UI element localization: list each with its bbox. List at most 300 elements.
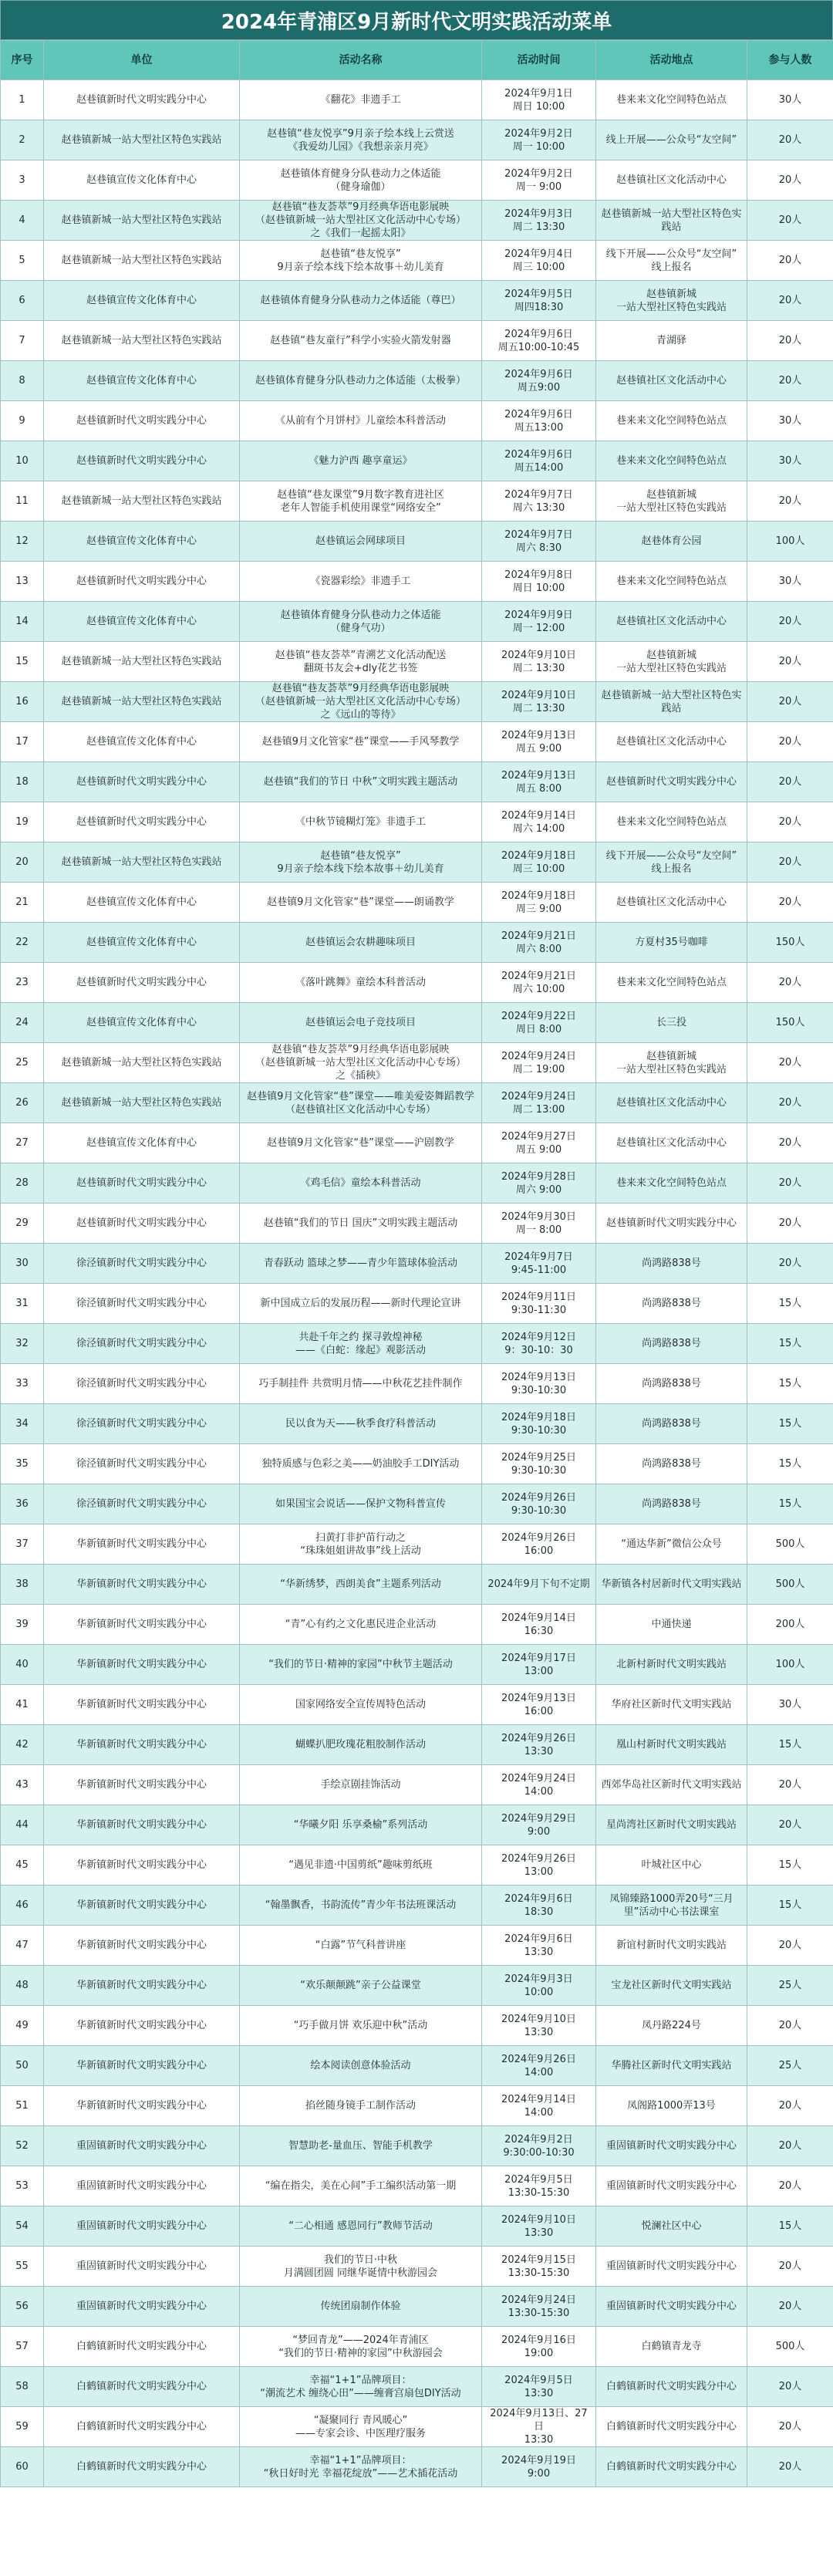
cell-activity-name: 赵巷镇运会电子竞技项目	[240, 1003, 482, 1043]
cell-participants: 30人	[747, 401, 833, 441]
cell-activity-location: 西郊华岛社区新时代文明实践站	[596, 1765, 747, 1805]
cell-unit: 华新镇新时代文明实践分中心	[44, 1565, 240, 1605]
cell-activity-time: 2024年9月14日 14:00	[482, 2086, 596, 2126]
cell-activity-name: 传统团扇制作体验	[240, 2287, 482, 2327]
cell-activity-name: 蝴蝶扒肥玫瑰花粗胶制作活动	[240, 1725, 482, 1765]
cell-activity-time: 2024年9月2日 周一 9:00	[482, 160, 596, 201]
cell-activity-location: 青湖驿	[596, 321, 747, 361]
cell-unit: 赵巷镇宣传文化体育中心	[44, 522, 240, 562]
cell-activity-location: 赵巷镇新城 一站大型社区特色实践站	[596, 1043, 747, 1083]
cell-activity-time: 2024年9月26日 13:30	[482, 1725, 596, 1765]
table-row	[1, 1003, 833, 1043]
cell-participants: 20人	[747, 1926, 833, 1966]
cell-index: 46	[1, 1886, 44, 1926]
cell-activity-time: 2024年9月28日 周六 9:00	[482, 1163, 596, 1204]
cell-index: 8	[1, 361, 44, 401]
cell-activity-time: 2024年9月13日 周五 8:00	[482, 762, 596, 802]
cell-activity-name: 《中秋节镜糊灯笼》非遗手工	[240, 802, 482, 842]
cell-participants: 20人	[747, 963, 833, 1003]
cell-index: 25	[1, 1043, 44, 1083]
cell-participants: 20人	[747, 1083, 833, 1123]
cell-index: 16	[1, 682, 44, 722]
header-index: 序号	[1, 41, 44, 80]
cell-activity-location: 赵巷镇社区文化活动中心	[596, 602, 747, 642]
table-row	[1, 2327, 833, 2367]
cell-participants: 15人	[747, 1484, 833, 1524]
cell-index: 35	[1, 1444, 44, 1484]
table-row	[1, 1244, 833, 1284]
cell-activity-time: 2024年9月4日 周三 10:00	[482, 241, 596, 281]
cell-participants: 15人	[747, 2206, 833, 2247]
cell-participants: 20人	[747, 2407, 833, 2447]
cell-index: 56	[1, 2287, 44, 2327]
table-row	[1, 2447, 833, 2487]
cell-activity-location: 线上开展——公众号“友空间”	[596, 120, 747, 160]
cell-unit: 赵巷镇新时代文明实践分中心	[44, 562, 240, 602]
cell-index: 5	[1, 241, 44, 281]
cell-participants: 20人	[747, 2287, 833, 2327]
cell-index: 12	[1, 522, 44, 562]
cell-participants: 20人	[747, 321, 833, 361]
cell-unit: 赵巷镇宣传文化体育中心	[44, 281, 240, 321]
cell-activity-time: 2024年9月11日 9:30-11:30	[482, 1284, 596, 1324]
cell-activity-time: 2024年9月12日 9：30-10：30	[482, 1324, 596, 1364]
cell-activity-name: 《瓷器彩绘》非遗手工	[240, 562, 482, 602]
cell-activity-time: 2024年9月18日 周三 9:00	[482, 883, 596, 923]
cell-activity-time: 2024年9月26日 13:00	[482, 1845, 596, 1886]
cell-participants: 20人	[747, 722, 833, 762]
cell-unit: 赵巷镇宣传文化体育中心	[44, 923, 240, 963]
header-activity-location: 活动地点	[596, 41, 747, 80]
table-row	[1, 682, 833, 722]
cell-activity-name: “二心相通 感恩同行”教师节活动	[240, 2206, 482, 2247]
cell-unit: 赵巷镇新时代文明实践分中心	[44, 1204, 240, 1244]
cell-participants: 500人	[747, 2327, 833, 2367]
cell-activity-name: “青”心有约之文化惠民进企业活动	[240, 1605, 482, 1645]
cell-activity-time: 2024年9月19日 9:00	[482, 2447, 596, 2487]
cell-activity-location: 巷来来文化空间特色站点	[596, 562, 747, 602]
cell-index: 7	[1, 321, 44, 361]
cell-participants: 20人	[747, 241, 833, 281]
cell-unit: 华新镇新时代文明实践分中心	[44, 1524, 240, 1565]
cell-participants: 20人	[747, 2447, 833, 2487]
cell-unit: 赵巷镇新城一站大型社区特色实践站	[44, 241, 240, 281]
table-row	[1, 762, 833, 802]
cell-index: 2	[1, 120, 44, 160]
cell-activity-name: 赵巷镇“巷友童行”科学小实验火箭发射器	[240, 321, 482, 361]
header-activity-time: 活动时间	[482, 41, 596, 80]
cell-activity-location: 悦澜社区中心	[596, 2206, 747, 2247]
cell-activity-name: 赵巷镇“巷友荟萃”青溯艺文化活动配送 翻斑书友会+dly花艺书签	[240, 642, 482, 682]
table-row	[1, 481, 833, 522]
table-row	[1, 2126, 833, 2166]
cell-unit: 赵巷镇宣传文化体育中心	[44, 722, 240, 762]
cell-participants: 20人	[747, 883, 833, 923]
cell-activity-time: 2024年9月27日 周五 9:00	[482, 1123, 596, 1163]
cell-activity-time: 2024年9月7日 周六 8:30	[482, 522, 596, 562]
table-row	[1, 1966, 833, 2006]
cell-unit: 赵巷镇新城一站大型社区特色实践站	[44, 842, 240, 883]
cell-unit: 赵巷镇新城一站大型社区特色实践站	[44, 682, 240, 722]
table-row	[1, 1163, 833, 1204]
cell-activity-name: 赵巷镇体育健身分队巷动力之体适能 （健身瑜伽）	[240, 160, 482, 201]
table-row	[1, 2407, 833, 2447]
cell-unit: 赵巷镇新城一站大型社区特色实践站	[44, 1043, 240, 1083]
cell-activity-time: 2024年9月6日 周五13:00	[482, 401, 596, 441]
cell-index: 47	[1, 1926, 44, 1966]
cell-activity-time: 2024年9月6日 周五14:00	[482, 441, 596, 481]
cell-activity-time: 2024年9月6日 周五10:00-10:45	[482, 321, 596, 361]
cell-activity-time: 2024年9月3日 10:00	[482, 1966, 596, 2006]
cell-activity-time: 2024年9月26日 16:00	[482, 1524, 596, 1565]
cell-activity-time: 2024年9月5日 13:30-15:30	[482, 2166, 596, 2206]
cell-unit: 赵巷镇新时代文明实践分中心	[44, 963, 240, 1003]
cell-activity-location: 线下开展——公众号“友空间” 线上报名	[596, 842, 747, 883]
cell-activity-location: 叶城社区中心	[596, 1845, 747, 1886]
cell-activity-location: 巷来来文化空间特色站点	[596, 802, 747, 842]
cell-index: 48	[1, 1966, 44, 2006]
table-row	[1, 722, 833, 762]
table-row	[1, 1805, 833, 1845]
cell-unit: 重固镇新时代文明实践分中心	[44, 2126, 240, 2166]
table-row	[1, 1645, 833, 1685]
table-row	[1, 2247, 833, 2287]
cell-index: 22	[1, 923, 44, 963]
cell-activity-location: 凤锦臻路1000弄20号“三月里”活动中心书法课室	[596, 1886, 747, 1926]
table-row	[1, 441, 833, 481]
cell-index: 54	[1, 2206, 44, 2247]
table-row	[1, 842, 833, 883]
table-row	[1, 281, 833, 321]
cell-unit: 华新镇新时代文明实践分中心	[44, 1886, 240, 1926]
table-row	[1, 1324, 833, 1364]
cell-participants: 20人	[747, 1163, 833, 1204]
table-row	[1, 1605, 833, 1645]
cell-participants: 20人	[747, 2086, 833, 2126]
table-row	[1, 923, 833, 963]
table-row	[1, 1565, 833, 1605]
table-row	[1, 2287, 833, 2327]
cell-activity-location: 赵巷镇社区文化活动中心	[596, 1083, 747, 1123]
cell-activity-location: 北新村新时代文明实践站	[596, 1645, 747, 1685]
cell-participants: 25人	[747, 2046, 833, 2086]
cell-unit: 徐泾镇新时代文明实践分中心	[44, 1284, 240, 1324]
table-header-row	[1, 41, 833, 80]
cell-index: 55	[1, 2247, 44, 2287]
cell-unit: 华新镇新时代文明实践分中心	[44, 1725, 240, 1765]
cell-unit: 徐泾镇新时代文明实践分中心	[44, 1484, 240, 1524]
cell-activity-name: “欢乐颠颠跳”亲子公益课堂	[240, 1966, 482, 2006]
cell-participants: 200人	[747, 1605, 833, 1645]
cell-index: 59	[1, 2407, 44, 2447]
table-row	[1, 963, 833, 1003]
cell-activity-name: “凝聚同行 青风暖心” ——专家会诊、中医理疗服务	[240, 2407, 482, 2447]
cell-activity-location: 重固镇新时代文明实践分中心	[596, 2287, 747, 2327]
cell-activity-name: 赵巷镇体育健身分队巷动力之体适能（尊巴）	[240, 281, 482, 321]
cell-activity-name: 赵巷镇“巷友荟萃”9月经典华语电影展映 （赵巷镇新城一站大型社区文化活动中心专场） 之《我们一起摇太阳》	[240, 201, 482, 241]
cell-index: 53	[1, 2166, 44, 2206]
cell-index: 1	[1, 80, 44, 120]
table-row	[1, 1204, 833, 1244]
cell-activity-name: 智慧助老-量血压、智能手机教学	[240, 2126, 482, 2166]
cell-activity-name: 青春跃动 篮球之梦——青少年篮球体验活动	[240, 1244, 482, 1284]
cell-participants: 20人	[747, 2247, 833, 2287]
table-row	[1, 361, 833, 401]
cell-activity-name: “编在指尖，美在心间”手工编织活动第一期	[240, 2166, 482, 2206]
cell-activity-location: 赵巷镇新时代文明实践分中心	[596, 1204, 747, 1244]
cell-activity-time: 2024年9月10日 周二 13:30	[482, 642, 596, 682]
table-row	[1, 2166, 833, 2206]
cell-activity-location: 白鹤镇青龙寺	[596, 2327, 747, 2367]
cell-index: 45	[1, 1845, 44, 1886]
table-row	[1, 1725, 833, 1765]
cell-participants: 20人	[747, 1043, 833, 1083]
cell-participants: 20人	[747, 1204, 833, 1244]
cell-unit: 华新镇新时代文明实践分中心	[44, 1645, 240, 1685]
cell-activity-location: 白鹤镇新时代文明实践分中心	[596, 2367, 747, 2407]
cell-activity-time: 2024年9月10日 13:30	[482, 2206, 596, 2247]
cell-participants: 150人	[747, 923, 833, 963]
cell-activity-location: 尚鸿路838号	[596, 1244, 747, 1284]
cell-participants: 15人	[747, 1845, 833, 1886]
cell-activity-time: 2024年9月14日 周六 14:00	[482, 802, 596, 842]
cell-index: 50	[1, 2046, 44, 2086]
table-row	[1, 602, 833, 642]
cell-activity-name: 国家网络安全宣传周特色活动	[240, 1685, 482, 1725]
cell-index: 28	[1, 1163, 44, 1204]
cell-index: 6	[1, 281, 44, 321]
cell-activity-location: 宝龙社区新时代文明实践站	[596, 1966, 747, 2006]
activity-table	[0, 40, 833, 2487]
cell-participants: 20人	[747, 201, 833, 241]
cell-index: 23	[1, 963, 44, 1003]
cell-activity-time: 2024年9月15日 13:30-15:30	[482, 2247, 596, 2287]
cell-participants: 30人	[747, 1685, 833, 1725]
cell-activity-time: 2024年9月13日 16:00	[482, 1685, 596, 1725]
cell-unit: 赵巷镇新时代文明实践分中心	[44, 802, 240, 842]
cell-participants: 20人	[747, 2126, 833, 2166]
cell-activity-location: 线下开展——公众号“友空间” 线上报名	[596, 241, 747, 281]
cell-participants: 15人	[747, 1324, 833, 1364]
header-unit: 单位	[44, 41, 240, 80]
cell-unit: 重固镇新时代文明实践分中心	[44, 2166, 240, 2206]
cell-index: 18	[1, 762, 44, 802]
cell-participants: 20人	[747, 2166, 833, 2206]
table-row	[1, 1484, 833, 1524]
cell-unit: 华新镇新时代文明实践分中心	[44, 1845, 240, 1886]
cell-activity-time: 2024年9月26日 14:00	[482, 2046, 596, 2086]
cell-activity-time: 2024年9月下旬不定期	[482, 1565, 596, 1605]
cell-activity-location: 方夏村35号咖啡	[596, 923, 747, 963]
cell-activity-name: 《翻花》非遗手工	[240, 80, 482, 120]
cell-activity-time: 2024年9月25日 9:30-10:30	[482, 1444, 596, 1484]
table-row	[1, 1083, 833, 1123]
cell-participants: 150人	[747, 1003, 833, 1043]
table-row	[1, 401, 833, 441]
cell-activity-name: “我们的节日·精神的家园”中秋节主题活动	[240, 1645, 482, 1685]
cell-unit: 华新镇新时代文明实践分中心	[44, 1966, 240, 2006]
cell-index: 30	[1, 1244, 44, 1284]
cell-activity-location: 赵巷镇社区文化活动中心	[596, 883, 747, 923]
cell-activity-name: 赵巷镇运会农耕趣味项目	[240, 923, 482, 963]
cell-index: 60	[1, 2447, 44, 2487]
cell-participants: 20人	[747, 2367, 833, 2407]
cell-unit: 白鹤镇新时代文明实践分中心	[44, 2327, 240, 2367]
cell-index: 34	[1, 1404, 44, 1444]
table-row	[1, 1404, 833, 1444]
cell-activity-location: 尚鸿路838号	[596, 1484, 747, 1524]
cell-unit: 华新镇新时代文明实践分中心	[44, 2006, 240, 2046]
cell-participants: 20人	[747, 2006, 833, 2046]
cell-participants: 15人	[747, 1364, 833, 1404]
cell-activity-name: 《魅力沪西 趣享童运》	[240, 441, 482, 481]
cell-activity-location: 凰山村新时代文明实践站	[596, 1725, 747, 1765]
cell-index: 43	[1, 1765, 44, 1805]
cell-activity-time: 2024年9月18日 周三 10:00	[482, 842, 596, 883]
cell-activity-name: “翰墨飘香，书韵流传”青少年书法班课活动	[240, 1886, 482, 1926]
cell-activity-location: 赵巷镇新城 一站大型社区特色实践站	[596, 481, 747, 522]
cell-activity-location: 华腾社区新时代文明实践站	[596, 2046, 747, 2086]
cell-activity-time: 2024年9月1日 周日 10:00	[482, 80, 596, 120]
cell-index: 11	[1, 481, 44, 522]
cell-activity-time: 2024年9月2日 周一 10:00	[482, 120, 596, 160]
cell-activity-name: 赵巷镇“巷友课堂”9月数字教育进社区 老年人智能手机使用课堂“网络安全”	[240, 481, 482, 522]
cell-activity-name: 《鸡毛信》童绘本科普活动	[240, 1163, 482, 1204]
cell-activity-time: 2024年9月10日 周二 13:30	[482, 682, 596, 722]
cell-index: 52	[1, 2126, 44, 2166]
cell-participants: 15人	[747, 1725, 833, 1765]
cell-activity-time: 2024年9月14日 16:30	[482, 1605, 596, 1645]
cell-activity-time: 2024年9月30日 周一 8:00	[482, 1204, 596, 1244]
cell-index: 14	[1, 602, 44, 642]
cell-activity-time: 2024年9月7日 周六 13:30	[482, 481, 596, 522]
cell-participants: 100人	[747, 522, 833, 562]
cell-participants: 25人	[747, 1966, 833, 2006]
cell-index: 13	[1, 562, 44, 602]
cell-activity-time: 2024年9月26日 9:30-10:30	[482, 1484, 596, 1524]
cell-activity-location: 星尚湾社区新时代文明实践站	[596, 1805, 747, 1845]
cell-activity-location: 华新镇各村居新时代文明实践站	[596, 1565, 747, 1605]
cell-unit: 赵巷镇宣传文化体育中心	[44, 602, 240, 642]
cell-activity-location: 尚鸿路838号	[596, 1284, 747, 1324]
cell-unit: 赵巷镇新时代文明实践分中心	[44, 401, 240, 441]
table-row	[1, 2206, 833, 2247]
cell-index: 41	[1, 1685, 44, 1725]
cell-activity-time: 2024年9月3日 周二 13:30	[482, 201, 596, 241]
cell-activity-location: 巷来来文化空间特色站点	[596, 1163, 747, 1204]
cell-activity-name: 赵巷镇“巷友悦享” 9月亲子绘本线下绘本故事＋幼儿美育	[240, 241, 482, 281]
table-row	[1, 1926, 833, 1966]
cell-unit: 徐泾镇新时代文明实践分中心	[44, 1404, 240, 1444]
cell-participants: 20人	[747, 762, 833, 802]
cell-participants: 20人	[747, 361, 833, 401]
cell-activity-location: 赵巷镇新城一站大型社区特色实践站	[596, 682, 747, 722]
table-row	[1, 160, 833, 201]
cell-activity-location: 中通快递	[596, 1605, 747, 1645]
cell-index: 9	[1, 401, 44, 441]
table-row	[1, 1444, 833, 1484]
cell-activity-location: 赵巷镇新时代文明实践分中心	[596, 762, 747, 802]
table-row	[1, 2006, 833, 2046]
cell-activity-time: 2024年9月6日 周五9:00	[482, 361, 596, 401]
cell-unit: 徐泾镇新时代文明实践分中心	[44, 1324, 240, 1364]
cell-unit: 重固镇新时代文明实践分中心	[44, 2247, 240, 2287]
cell-activity-name: 巧手制挂件 共赏明月情——中秋花艺挂件制作	[240, 1364, 482, 1404]
cell-activity-name: 绘本阅读创意体验活动	[240, 2046, 482, 2086]
cell-unit: 赵巷镇宣传文化体育中心	[44, 361, 240, 401]
cell-activity-name: 扫黄打非护苗行动之 “珠珠姐姐讲故事”线上活动	[240, 1524, 482, 1565]
cell-activity-time: 2024年9月29日 9:00	[482, 1805, 596, 1845]
cell-index: 36	[1, 1484, 44, 1524]
cell-activity-name: 赵巷镇“巷友悦享”9月亲子绘本线上云赏送 《我爱幼儿园》《我想亲亲月亮》	[240, 120, 482, 160]
cell-participants: 15人	[747, 1284, 833, 1324]
cell-unit: 赵巷镇宣传文化体育中心	[44, 883, 240, 923]
cell-activity-location: 尚鸿路838号	[596, 1324, 747, 1364]
table-row	[1, 1123, 833, 1163]
cell-activity-name: 赵巷镇“巷友悦享” 9月亲子绘本线下绘本故事＋幼儿美育	[240, 842, 482, 883]
page-title: 2024年青浦区9月新时代文明实践活动菜单	[0, 0, 833, 40]
table-row	[1, 802, 833, 842]
cell-unit: 徐泾镇新时代文明实践分中心	[44, 1444, 240, 1484]
table-row	[1, 1524, 833, 1565]
cell-activity-name: 赵巷镇体育健身分队巷动力之体适能 （健身气功）	[240, 602, 482, 642]
table-row	[1, 1364, 833, 1404]
cell-activity-name: 赵巷镇体育健身分队巷动力之体适能（太极拳）	[240, 361, 482, 401]
cell-activity-time: 2024年9月21日 周六 8:00	[482, 923, 596, 963]
cell-activity-name: 赵巷镇9月文化管家“巷”课堂——唯美爱姿舞蹈教学（赵巷镇社区文化活动中心专场）	[240, 1083, 482, 1123]
cell-activity-time: 2024年9月24日 周二 19:00	[482, 1043, 596, 1083]
cell-activity-name: 掐丝随身镜手工制作活动	[240, 2086, 482, 2126]
cell-activity-time: 2024年9月5日 13:30	[482, 2367, 596, 2407]
cell-participants: 500人	[747, 1565, 833, 1605]
cell-activity-name: 赵巷镇“巷友荟萃”9月经典华语电影展映 （赵巷镇新城一站大型社区文化活动中心专场） 之《插秧》	[240, 1043, 482, 1083]
cell-unit: 重固镇新时代文明实践分中心	[44, 2206, 240, 2247]
cell-activity-location: 赵巷体育公园	[596, 522, 747, 562]
cell-activity-time: 2024年9月13日 9:30-10:30	[482, 1364, 596, 1404]
table-row	[1, 120, 833, 160]
cell-unit: 徐泾镇新时代文明实践分中心	[44, 1364, 240, 1404]
cell-activity-name: 赵巷镇“巷友荟萃”9月经典华语电影展映 （赵巷镇新城一站大型社区文化活动中心专场） 之《远山的等待》	[240, 682, 482, 722]
cell-participants: 500人	[747, 1524, 833, 1565]
cell-index: 10	[1, 441, 44, 481]
cell-activity-location: 巷来来文化空间特色站点	[596, 441, 747, 481]
cell-activity-location: 重固镇新时代文明实践分中心	[596, 2166, 747, 2206]
cell-unit: 赵巷镇宣传文化体育中心	[44, 1003, 240, 1043]
cell-activity-location: 重固镇新时代文明实践分中心	[596, 2126, 747, 2166]
header-participants: 参与人数	[747, 41, 833, 80]
cell-index: 31	[1, 1284, 44, 1324]
cell-activity-name: 赵巷镇“我们的节日 中秋”文明实践主题活动	[240, 762, 482, 802]
cell-activity-name: 独特质感与色彩之美——奶油胶手工DIY活动	[240, 1444, 482, 1484]
cell-unit: 赵巷镇宣传文化体育中心	[44, 160, 240, 201]
table-row	[1, 642, 833, 682]
cell-activity-time: 2024年9月24日 13:30-15:30	[482, 2287, 596, 2327]
cell-participants: 30人	[747, 562, 833, 602]
cell-index: 38	[1, 1565, 44, 1605]
cell-unit: 赵巷镇新城一站大型社区特色实践站	[44, 1083, 240, 1123]
cell-activity-time: 2024年9月24日 周二 13:00	[482, 1083, 596, 1123]
cell-index: 37	[1, 1524, 44, 1565]
cell-participants: 30人	[747, 441, 833, 481]
cell-participants: 100人	[747, 1645, 833, 1685]
table-row	[1, 562, 833, 602]
cell-activity-time: 2024年9月6日 13:30	[482, 1926, 596, 1966]
cell-unit: 赵巷镇新城一站大型社区特色实践站	[44, 201, 240, 241]
cell-activity-time: 2024年9月24日 14:00	[482, 1765, 596, 1805]
cell-activity-location: 重固镇新时代文明实践分中心	[596, 2247, 747, 2287]
cell-unit: 华新镇新时代文明实践分中心	[44, 1765, 240, 1805]
cell-index: 26	[1, 1083, 44, 1123]
